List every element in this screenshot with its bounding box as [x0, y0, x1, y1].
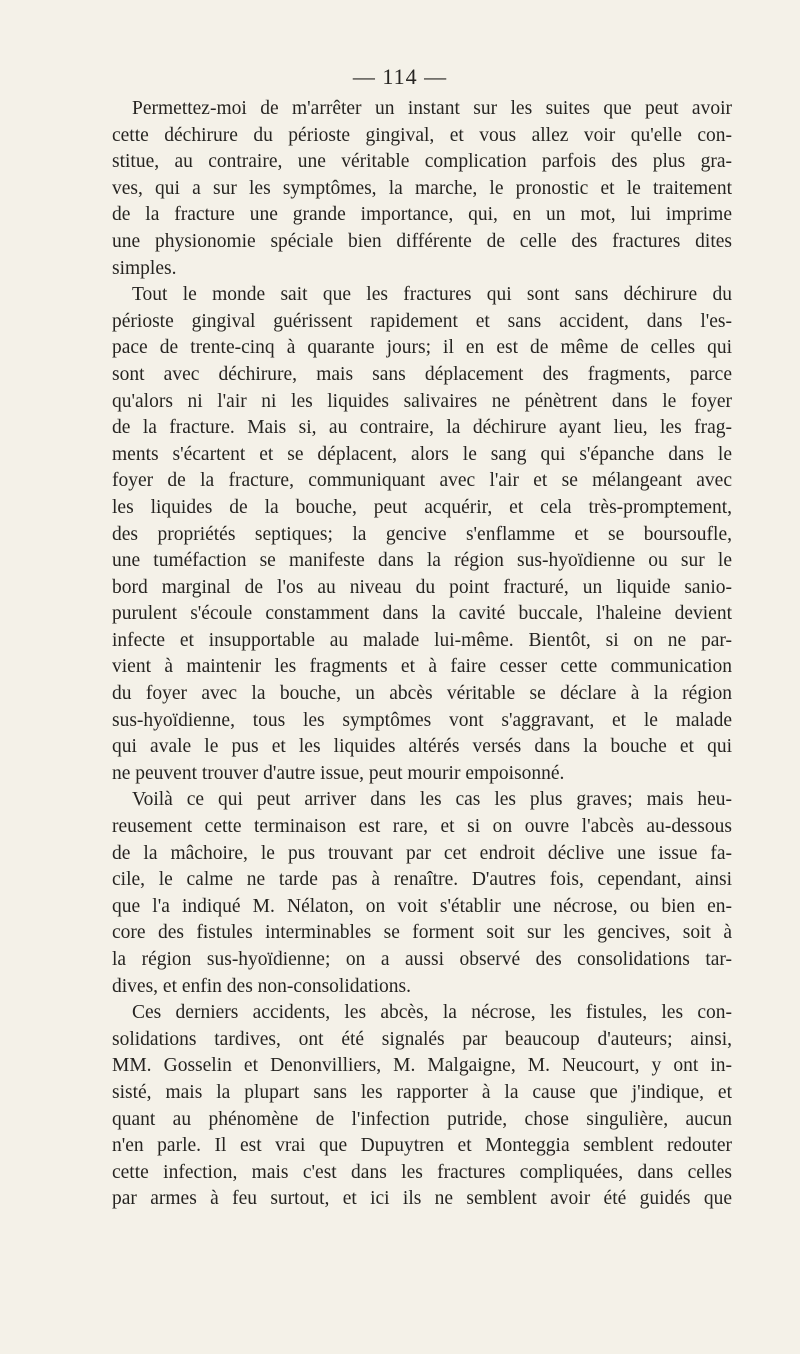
text-line: de la fracture une grande importance, qui, en un mot, lui imprime — [112, 204, 732, 226]
body-text — [112, 96, 732, 1213]
text-line: pace de trente-cinq à quarante jours; il en est de même de celles qui — [112, 337, 732, 359]
text-line: que l'a indiqué M. Nélaton, on voit s'établir une nécrose, ou bien en- — [112, 895, 732, 917]
text-line: MM. Gosselin et Denonvilliers, M. Malgaigne, M. Neucourt, y ont in- — [112, 1055, 732, 1077]
text-line: ments s'écartent et se déplacent, alors le sang qui s'épanche dans le — [112, 443, 732, 465]
text-line: quant au phénomène de l'infection putride, chose singulière, aucun — [112, 1108, 732, 1130]
text-line: sisté, mais la plupart sans les rapporter à la cause que j'indique, et — [112, 1081, 732, 1103]
text-line: infecte et insupportable au malade lui-même. Bientôt, si on ne par- — [112, 629, 732, 651]
text-line: n'en parle. Il est vrai que Dupuytren et Monteggia semblent redouter — [112, 1135, 732, 1157]
text-line: sus-hyoïdienne, tous les symptômes vont s'aggravant, et le malade — [112, 709, 732, 731]
text-line: cette déchirure du périoste gingival, et vous allez voir qu'elle con- — [112, 124, 732, 146]
text-line: dives, et enfin des non-consolidations. — [112, 975, 411, 997]
text-line: de la mâchoire, le pus trouvant par cet endroit déclive une issue fa- — [112, 842, 732, 864]
text-line: bord marginal de l'os au niveau du point fracturé, un liquide sanio- — [112, 576, 732, 598]
text-line: qui avale le pus et les liquides altérés versés dans la bouche et qui — [112, 736, 732, 758]
text-line: qu'alors ni l'air ni les liquides salivaires ne pénètrent dans le foyer — [112, 390, 732, 412]
text-line: cette infection, mais c'est dans les fractures compliquées, dans celles — [112, 1161, 732, 1183]
text-line: une tuméfaction se manifeste dans la région sus-hyoïdienne ou sur le — [112, 550, 732, 572]
text-line: cile, le calme ne tarde pas à renaître. D'autres fois, cependant, ainsi — [112, 869, 732, 891]
text-line: des propriétés septiques; la gencive s'enflamme et se boursoufle, — [112, 523, 732, 545]
text-line: périoste gingival guérissent rapidement et sans accident, dans l'es- — [112, 310, 732, 332]
text-line: simples. — [112, 257, 177, 279]
text-line: une physionomie spéciale bien différente de celle des fractures dites — [112, 230, 732, 252]
text-line: Tout le monde sait que les fractures qui sont sans déchirure du — [132, 284, 732, 306]
text-line: stitue, au contraire, une véritable complication parfois des plus gra- — [112, 151, 732, 173]
text-line: ves, qui a sur les symptômes, la marche, le pronostic et le traitement — [112, 177, 732, 199]
text-line: du foyer avec la bouche, un abcès véritable se déclare à la région — [112, 683, 732, 705]
text-line: foyer de la fracture, communiquant avec l'air et se mélangeant avec — [112, 470, 732, 492]
text-line: reusement cette terminaison est rare, et si on ouvre l'abcès au-dessous — [112, 816, 732, 838]
text-line: vient à maintenir les fragments et à faire cesser cette communication — [112, 656, 732, 678]
text-line: la région sus-hyoïdienne; on a aussi observé des consolidations tar- — [112, 949, 732, 970]
text-line: sont avec déchirure, mais sans déplacement des fragments, parce — [112, 363, 732, 385]
text-line: de la fracture. Mais si, au contraire, la déchirure ayant lieu, les frag- — [112, 417, 732, 439]
text-line: par armes à feu surtout, et ici ils ne semblent avoir été guidés que — [112, 1188, 732, 1210]
text-line: Permettez-moi de m'arrêter un instant sur les suites que peut avoir — [132, 98, 732, 119]
text-line: purulent s'écoule constamment dans la cavité buccale, l'haleine devient — [112, 603, 732, 625]
page-number: — 114 — — [352, 64, 448, 89]
text-line: les liquides de la bouche, peut acquérir, et cela très-promptement, — [112, 496, 732, 518]
text-line: ne peuvent trouver d'autre issue, peut mourir empoisonné. — [112, 762, 565, 784]
text-line: Ces derniers accidents, les abcès, la nécrose, les fistules, les con- — [132, 1002, 732, 1024]
text-line: Voilà ce qui peut arriver dans les cas les plus graves; mais heu- — [132, 789, 732, 811]
text-line: solidations tardives, ont été signalés par beaucoup d'auteurs; ainsi, — [112, 1028, 732, 1050]
text-line: core des fistules interminables se forment soit sur les gencives, soit à — [112, 922, 732, 944]
